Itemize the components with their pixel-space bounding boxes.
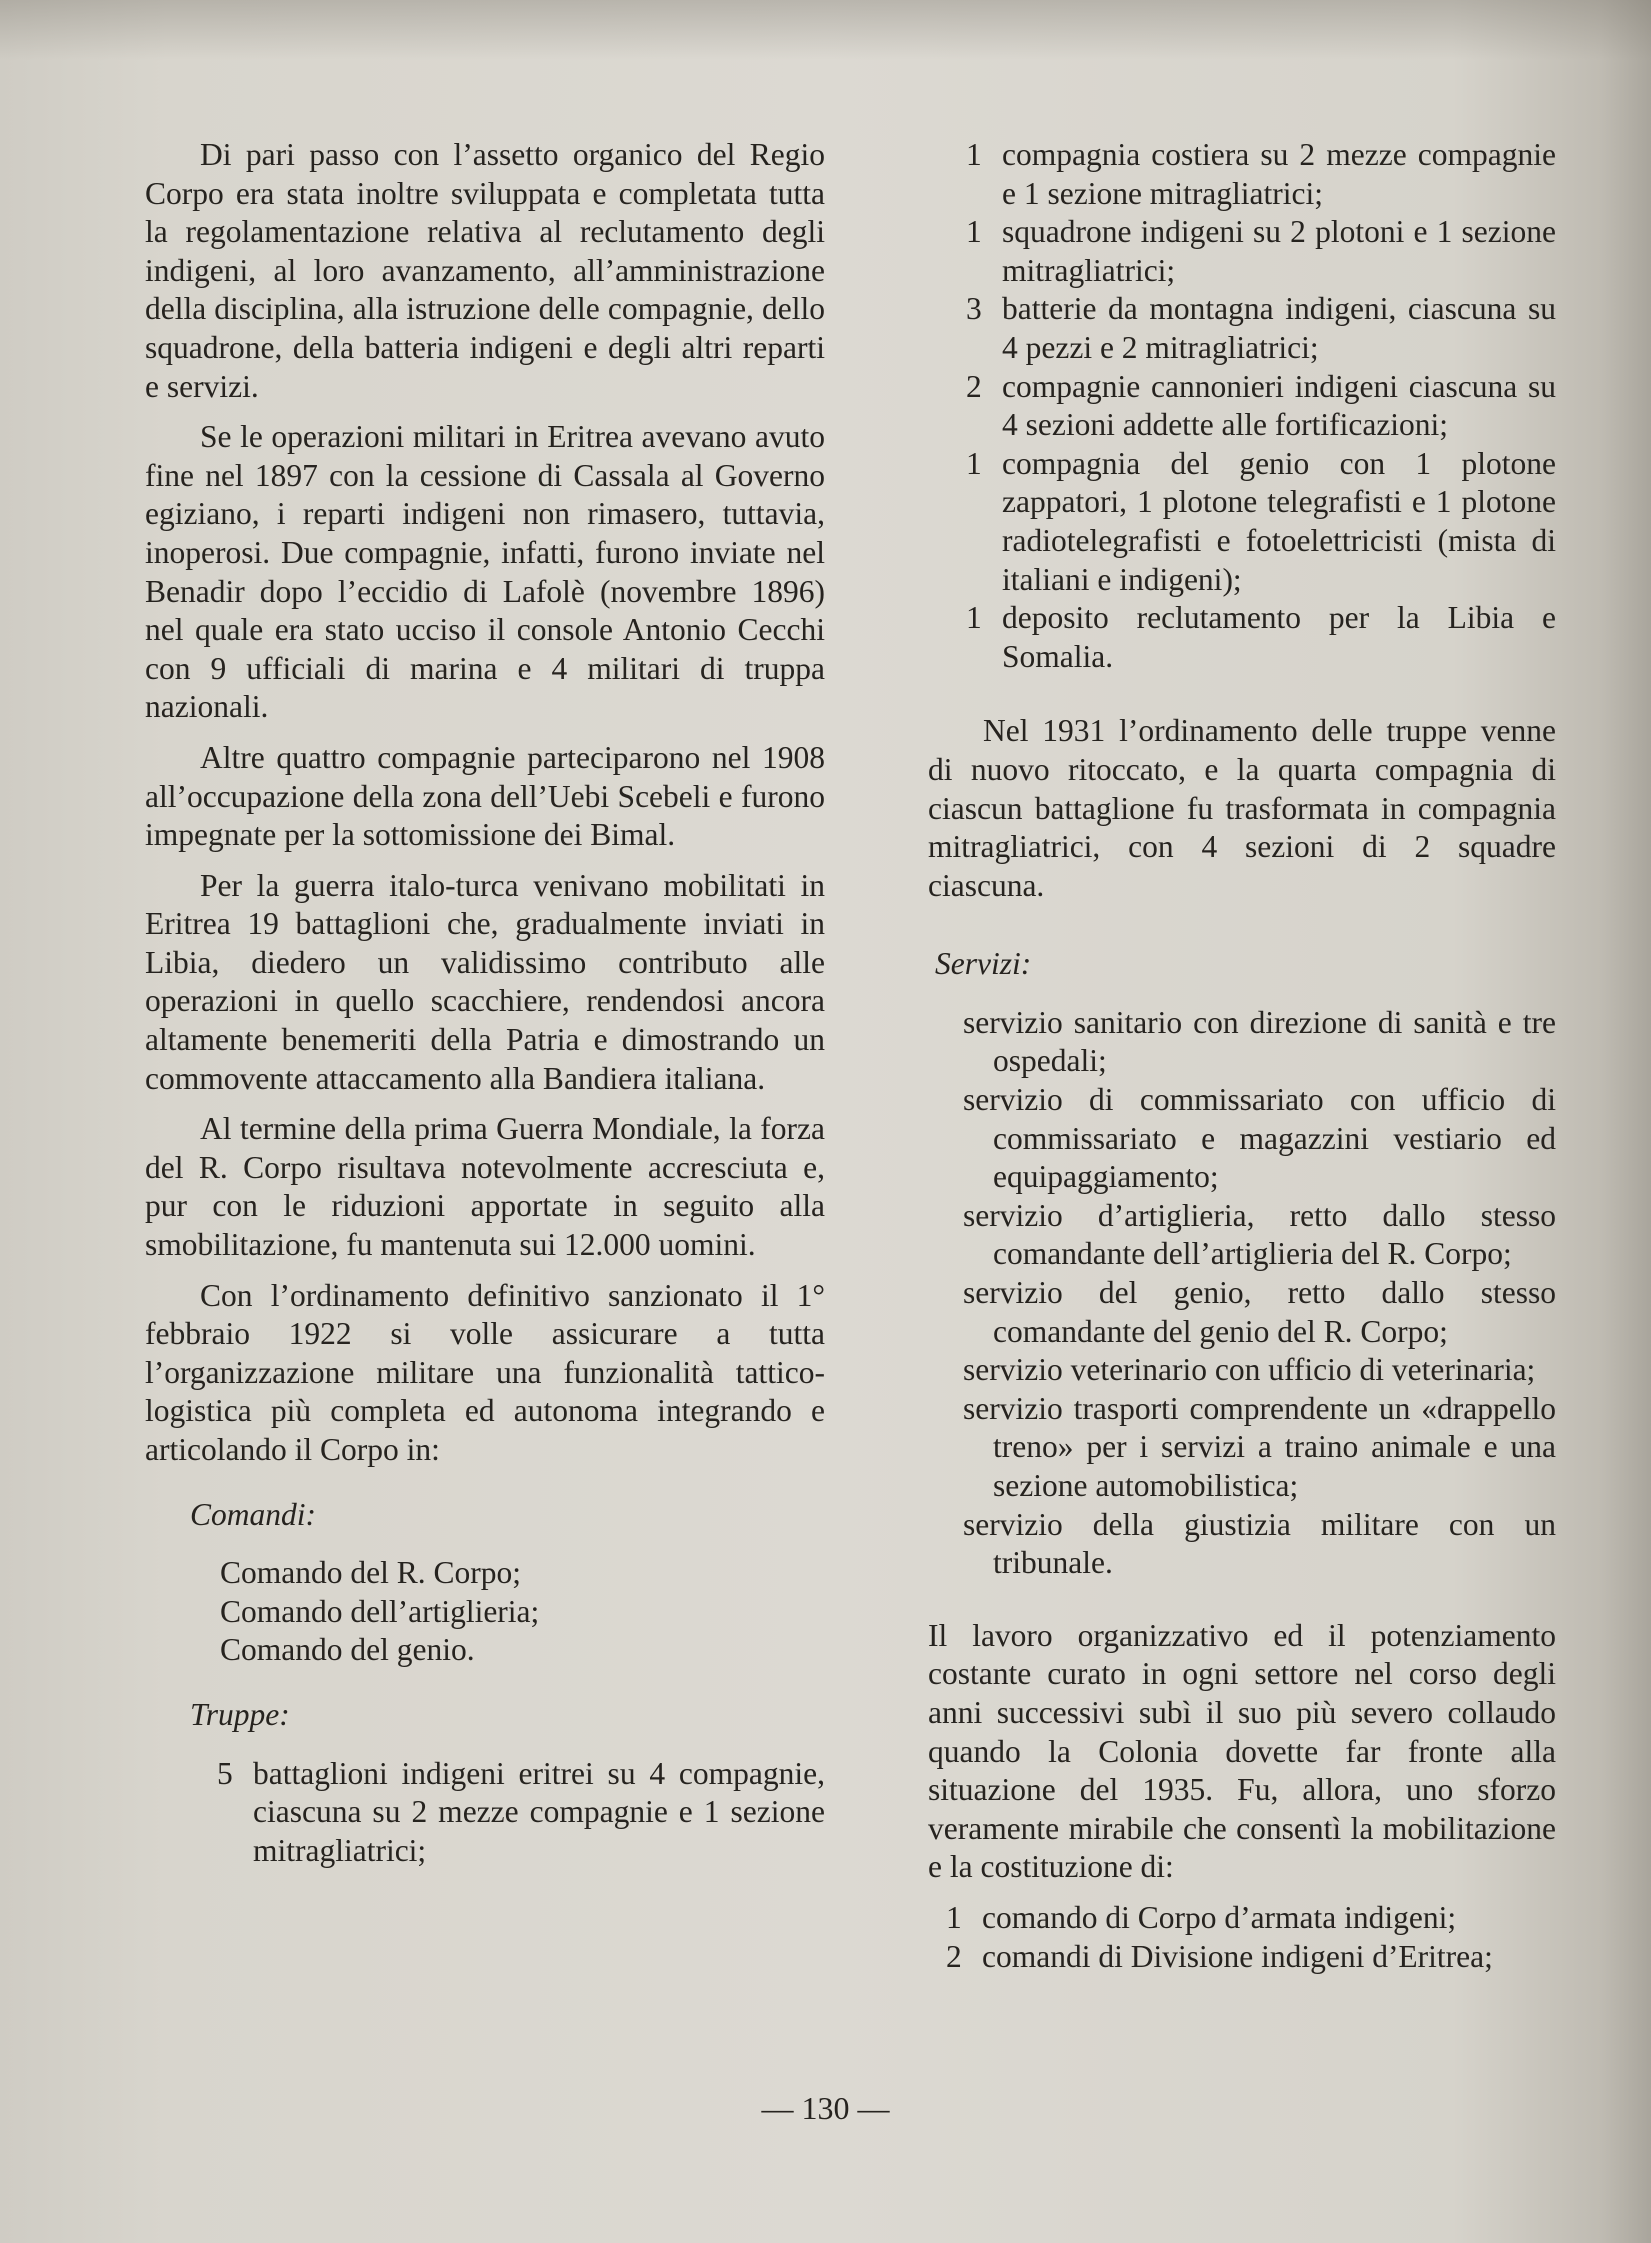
list-item: servizio sanitario con direzione di sanità e tre ospedali;	[963, 1004, 1556, 1079]
list-item: Comando del R. Corpo;	[220, 1555, 521, 1591]
list-item: Comando del genio.	[220, 1632, 475, 1668]
item-text: squadrone indigeni su 2 plotoni e 1 sezione mitragliatrici;	[1002, 214, 1556, 288]
item-text: battaglioni indigeni eritrei su 4 compagnie, ciascuna su 2 mezze compagnie e 1 sezione mitragliatrici;	[253, 1755, 825, 1868]
list-item: Comando dell’artiglieria;	[220, 1593, 540, 1629]
list-item	[966, 368, 1556, 445]
paragraph: Se le operazioni militari in Eritrea avevano avuto fine nel 1897 con la cessione di Cassala al Governo egiziano, i reparti indigeni non rimasero, tuttavia, inoperosi. Due compagnie, infatti, furono inviate nel Benadir dopo l’eccidio di Lafolè (novembre 1896) nel quale era stato ucciso il console Antonio Cecchi con 9 ufficiali di marina e 4 militari di truppa nazionali.	[145, 419, 825, 725]
truppe-list	[217, 1755, 825, 1871]
paragraph: Con l’ordinamento definitivo sanzionato il 1° febbraio 1922 si volle assicurare a tutta l’organizzazione militare una funzionalità tattico-logistica più completa ed autonoma integrando e articolando il Corpo in:	[145, 1277, 825, 1467]
item-text: compagnia del genio con 1 plotone zappatori, 1 plotone telegrafisti e 1 plotone radiotelegrafisti e fotoelettricisti (mista di italiani e indigeni);	[1002, 445, 1556, 597]
list-item	[966, 213, 1556, 290]
list-item: servizio veterinario con ufficio di veterinaria;	[963, 1352, 1536, 1388]
paragraph: Il lavoro organizzativo ed il potenziamento costante curato in ogni settore nel corso degli anni successivi subì il suo più severo collaudo quando la Colonia dovette far fronte alla situazione del 1935. Fu, allora, uno sforzo veramente mirabile che consentì la mobilitazione e la costituzione di:	[928, 1617, 1556, 1885]
paragraph: Al termine della prima Guerra Mondiale, la forza del R. Corpo risultava notevolmente accresciuta e, pur con le riduzioni apportate in seguito alla smobilitazione, fu mantenuta sui 12.000 uomini.	[145, 1111, 825, 1263]
paragraph: Di pari passo con l’assetto organico del Regio Corpo era stata inoltre sviluppata e completata tutta la regolamentazione relativa al reclutamento degli indigeni, al loro avanzamento, all’amministrazione della disciplina, alla istruzione delle compagnie, dello squadrone, della batteria indigeni e degli altri reparti e servizi.	[145, 137, 825, 404]
list-item	[966, 136, 1556, 213]
item-text: comandi di Divisione indigeni d’Eritrea;	[982, 1938, 1493, 1974]
item-text: deposito reclutamento per la Libia e Somalia.	[1002, 600, 1556, 674]
item-count: 3	[966, 291, 982, 327]
comandi-list	[220, 1554, 825, 1670]
list-item: servizio d’artiglieria, retto dallo stesso comandante dell’artiglieria del R. Corpo;	[963, 1197, 1556, 1272]
list-item: servizio trasporti comprendente un «drappello treno» per i servizi a traino animale e una sezione automobilistica;	[963, 1390, 1556, 1503]
item-count: 5	[217, 1755, 233, 1791]
item-count: 1	[966, 600, 982, 636]
comandi-heading: Comandi:	[190, 1496, 316, 1532]
list-item	[946, 1938, 1556, 1977]
list-item: servizio del genio, retto dallo stesso comandante del genio del R. Corpo;	[963, 1275, 1556, 1349]
list-item	[966, 445, 1556, 599]
paragraph: Altre quattro compagnie parteciparono nel 1908 all’occupazione della zona dell’Uebi Scebeli e furono impegnate per la sottomissione dei Bimal.	[145, 739, 825, 853]
list-item	[966, 290, 1556, 367]
item-count: 1	[946, 1899, 962, 1935]
list-item: servizio della giustizia militare con un tribunale.	[963, 1506, 1556, 1581]
item-text: compagnia costiera su 2 mezze compagnie e 1 sezione mitragliatrici;	[1002, 137, 1556, 211]
item-count: 1	[966, 214, 982, 250]
list-item	[966, 599, 1556, 676]
servizi-list	[928, 1004, 1556, 1583]
list-item: servizio di commissariato con ufficio di commissariato e magazzini vestiario ed equipaggiamento;	[963, 1082, 1556, 1195]
item-count: 2	[966, 368, 982, 404]
item-count: 1	[966, 137, 982, 172]
truppe-heading: Truppe:	[190, 1696, 290, 1732]
mobilitazione-list	[946, 1899, 1556, 1976]
item-text: batterie da montagna indigeni, ciascuna su 4 pezzi e 2 mitragliatrici;	[1002, 291, 1556, 365]
item-text: compagnie cannonieri indigeni ciascuna su 4 sezioni addette alle fortificazioni;	[1002, 368, 1556, 443]
page-number: — 130 —	[761, 2090, 890, 2126]
paragraph: Per la guerra italo-turca venivano mobilitati in Eritrea 19 battaglioni che, gradualmente inviati in Libia, diedero un validissimo contributo alle operazioni in quello scacchiere, rendendosi ancora altamente benemeriti della Patria e dimostrando un commovente attaccamento alla Bandiera italiana.	[145, 867, 825, 1096]
servizi-heading: Servizi:	[935, 946, 1032, 982]
list-item	[217, 1755, 825, 1871]
item-text: comando di Corpo d’armata indigeni;	[982, 1899, 1457, 1935]
item-count: 1	[966, 445, 982, 481]
right-column	[928, 136, 1556, 1976]
list-item	[946, 1899, 1556, 1938]
truppe-list-continued	[966, 136, 1556, 676]
item-count: 2	[946, 1938, 962, 1974]
left-column	[145, 136, 825, 1870]
paragraph: Nel 1931 l’ordinamento delle truppe venne di nuovo ritoccato, e la quarta compagnia di ciascun battaglione fu trasformata in compagnia mitragliatrici, con 4 sezioni di 2 squadre ciascuna.	[928, 713, 1556, 903]
